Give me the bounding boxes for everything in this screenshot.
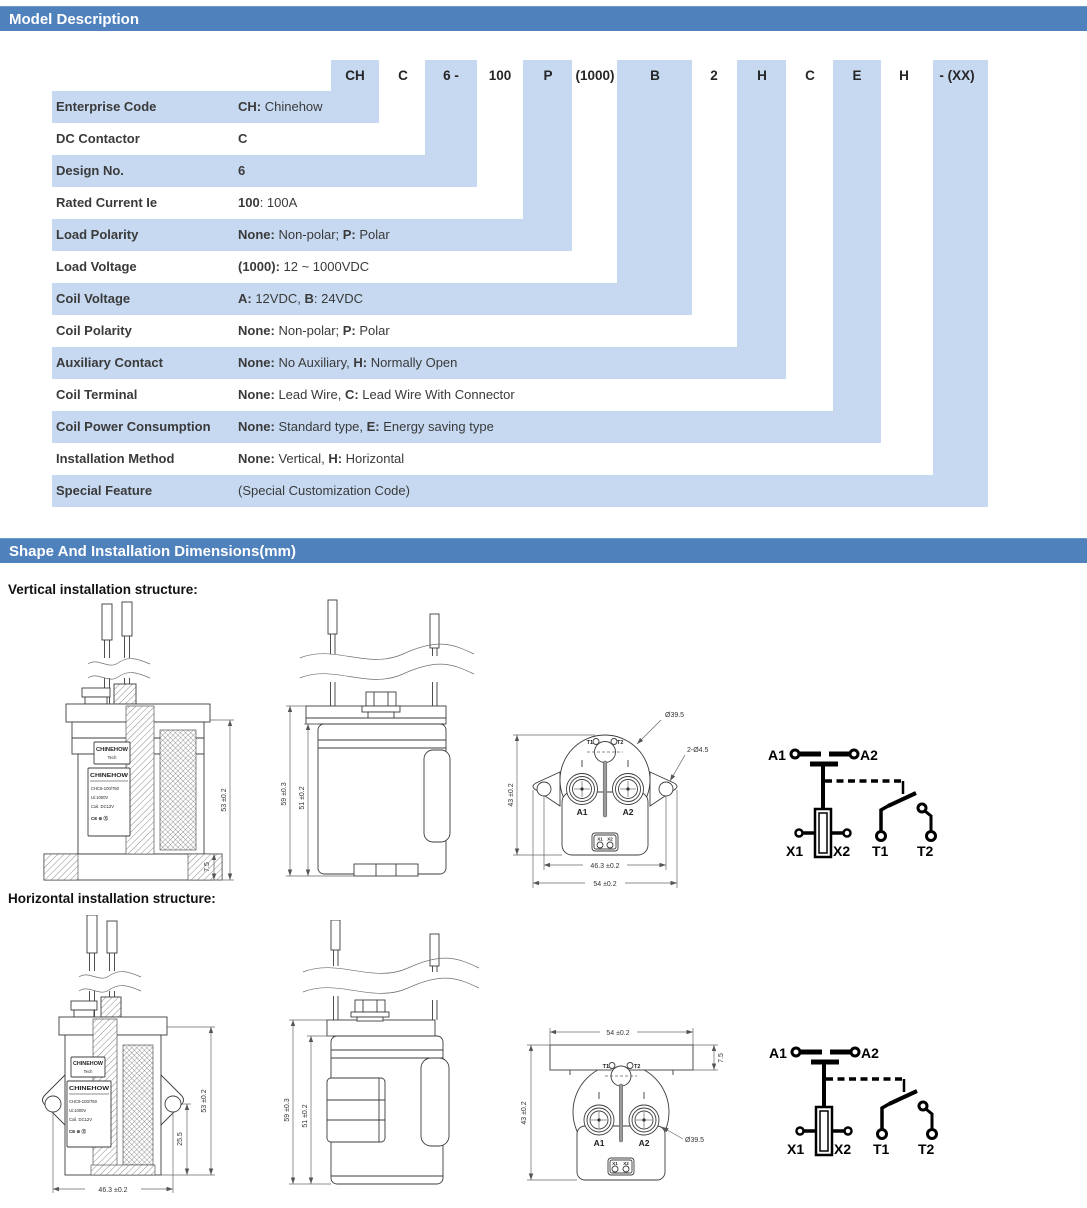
- code-band-e: [833, 60, 881, 443]
- row-label: Load Voltage: [56, 259, 137, 274]
- dimension-7-5: [693, 1045, 725, 1070]
- svg-text:T1: T1: [602, 1064, 609, 1070]
- model-code-11: H: [899, 68, 909, 83]
- horizontal-cross-section-drawing: [35, 915, 265, 1205]
- svg-text:53 ±0.2: 53 ±0.2: [221, 788, 228, 812]
- row-label: Load Polarity: [56, 227, 139, 242]
- svg-text:51 ±0.2: 51 ±0.2: [299, 786, 306, 810]
- row-label: Rated Current Ie: [56, 195, 158, 210]
- dimension-25-5: [177, 1104, 191, 1175]
- svg-text:X2: X2: [607, 836, 613, 842]
- svg-text:Tech: Tech: [107, 755, 117, 760]
- dimension-59: [284, 1020, 331, 1184]
- svg-text:A1: A1: [576, 807, 588, 817]
- svg-text:Ui:1000V: Ui:1000V: [69, 1108, 87, 1113]
- svg-text:7.5: 7.5: [718, 1053, 725, 1063]
- row-value: (1000): 12 ~ 1000VDC: [238, 259, 370, 274]
- contactor-body: [327, 1000, 449, 1184]
- vertical-cross-section-drawing: [38, 600, 253, 890]
- svg-text:X1: X1: [597, 836, 603, 842]
- dimension-54: [550, 1028, 693, 1045]
- svg-text:Coil. DC12V: Coil. DC12V: [91, 804, 115, 809]
- table-row-shade: [52, 283, 692, 315]
- row-value: C: [238, 131, 248, 146]
- row-value: A: 12VDC, B: 24VDC: [238, 291, 363, 306]
- row-value: None: Vertical, H: Horizontal: [238, 451, 405, 466]
- svg-text:X1: X1: [786, 843, 804, 859]
- product-label: [67, 1057, 111, 1147]
- vertical-side-view-drawing: [278, 598, 478, 890]
- row-value: None: Standard type, E: Energy saving type: [238, 419, 494, 434]
- row-label: Enterprise Code: [56, 99, 157, 114]
- mounting-holes-callout: [670, 747, 709, 781]
- svg-text:46.3 ±0.2: 46.3 ±0.2: [98, 1187, 128, 1194]
- svg-text:X2: X2: [834, 1141, 852, 1157]
- coil-connector: [592, 833, 618, 851]
- svg-text:2-Ø4.5: 2-Ø4.5: [687, 747, 709, 754]
- horizontal-circuit-schematic: [763, 1015, 973, 1160]
- coil-connector: [608, 1158, 634, 1175]
- svg-text:CHINEHOW: CHINEHOW: [73, 1061, 104, 1067]
- horizontal-top-view-drawing: [515, 1008, 730, 1198]
- svg-text:Ø39.5: Ø39.5: [685, 1137, 705, 1144]
- svg-text:A2: A2: [638, 1138, 650, 1148]
- model-code-10: E: [852, 68, 862, 83]
- model-code-3: 100: [488, 68, 512, 83]
- section-header-model-description: Model Description: [0, 6, 1087, 31]
- row-value: (Special Customization Code): [238, 483, 410, 498]
- svg-text:T2: T2: [634, 1064, 641, 1070]
- svg-text:T2: T2: [617, 740, 624, 746]
- svg-text:T1: T1: [872, 843, 889, 859]
- model-code-4: P: [543, 68, 553, 83]
- svg-text:Coil. DC12V: Coil. DC12V: [69, 1117, 93, 1122]
- svg-text:53 ±0.2: 53 ±0.2: [201, 1089, 208, 1113]
- row-value: 100: 100A: [238, 195, 298, 210]
- svg-text:46.3 ±0.2: 46.3 ±0.2: [590, 863, 620, 870]
- contactor-body-section: [44, 684, 222, 880]
- svg-text:59 ±0.3: 59 ±0.3: [281, 782, 288, 806]
- svg-text:X2: X2: [623, 1161, 629, 1166]
- row-label: Auxiliary Contact: [56, 355, 163, 370]
- svg-text:A1: A1: [769, 1045, 787, 1061]
- contactor-body: [306, 692, 450, 876]
- row-label: Design No.: [56, 163, 124, 178]
- svg-text:CHINEHOW: CHINEHOW: [69, 1086, 111, 1092]
- model-code-12: - (XX): [939, 68, 975, 83]
- svg-text:7.5: 7.5: [204, 862, 211, 872]
- model-code-0: CH: [345, 68, 365, 83]
- vertical-top-view-drawing: [503, 693, 723, 898]
- table-row-shade: [52, 475, 988, 507]
- svg-text:A1: A1: [768, 747, 786, 763]
- svg-text:54 ±0.2: 54 ±0.2: [593, 881, 617, 888]
- model-code-9: C: [805, 68, 815, 83]
- svg-text:CE ⊚ Ⓧ: CE ⊚ Ⓧ: [69, 1129, 87, 1134]
- horizontal-structure-label: Horizontal installation structure:: [8, 891, 216, 906]
- svg-text:25.5: 25.5: [177, 1132, 184, 1146]
- svg-text:CE ⊚ Ⓧ: CE ⊚ Ⓧ: [91, 816, 109, 821]
- svg-text:Ø39.5: Ø39.5: [665, 712, 685, 719]
- svg-text:A2: A2: [622, 807, 634, 817]
- row-label: DC Contactor: [56, 131, 140, 146]
- svg-text:T1: T1: [586, 740, 593, 746]
- vertical-circuit-schematic: [762, 717, 972, 862]
- contactor-body-section: [43, 997, 184, 1175]
- row-value: None: Non-polar; P: Polar: [238, 323, 390, 338]
- product-label: [88, 742, 130, 836]
- row-label: Coil Voltage: [56, 291, 131, 306]
- lead-wires: [303, 920, 479, 1020]
- row-label: Coil Polarity: [56, 323, 132, 338]
- model-code-7: 2: [710, 68, 718, 83]
- svg-text:A2: A2: [861, 1045, 879, 1061]
- svg-text:Ui:1000V: Ui:1000V: [91, 795, 109, 800]
- svg-text:T1: T1: [873, 1141, 890, 1157]
- code-band-h: [737, 60, 786, 379]
- dimension-51: [299, 724, 318, 876]
- row-value: None: Lead Wire, C: Lead Wire With Connector: [238, 387, 515, 402]
- lead-wires: [300, 600, 474, 706]
- model-code-1: C: [398, 68, 408, 83]
- row-label: Special Feature: [56, 483, 153, 498]
- row-label: Coil Power Consumption: [56, 419, 211, 434]
- svg-text:X1: X1: [612, 1161, 618, 1166]
- svg-text:CHC6-100/750: CHC6-100/750: [91, 786, 119, 791]
- model-code-5: (1000): [575, 68, 615, 83]
- svg-text:A1: A1: [593, 1138, 605, 1148]
- code-band-b: [617, 60, 692, 315]
- row-label: Coil Terminal: [56, 387, 138, 402]
- svg-text:T2: T2: [917, 843, 934, 859]
- row-value: None: No Auxiliary, H: Normally Open: [238, 355, 458, 370]
- model-code-8: H: [757, 68, 767, 83]
- diameter-callout: [637, 712, 684, 744]
- svg-text:CHC6-100/750: CHC6-100/750: [69, 1099, 97, 1104]
- row-value: None: Non-polar; P: Polar: [238, 227, 390, 242]
- svg-text:CHINEHOW: CHINEHOW: [90, 773, 129, 779]
- diameter-callout: [662, 1127, 704, 1144]
- main-contacts: [792, 1048, 859, 1107]
- svg-text:51 ±0.2: 51 ±0.2: [302, 1104, 309, 1128]
- svg-text:Tech: Tech: [83, 1069, 93, 1074]
- svg-text:T2: T2: [918, 1141, 935, 1157]
- main-contacts: [791, 750, 858, 809]
- section-header-dimensions: Shape And Installation Dimensions(mm): [0, 538, 1087, 563]
- svg-text:54 ±0.2: 54 ±0.2: [606, 1030, 630, 1037]
- row-value: 6: [238, 163, 246, 178]
- svg-text:43 ±0.2: 43 ±0.2: [521, 1101, 528, 1125]
- model-code-6: B: [650, 68, 660, 83]
- svg-text:A2: A2: [860, 747, 878, 763]
- svg-text:X2: X2: [833, 843, 851, 859]
- vertical-structure-label: Vertical installation structure:: [8, 582, 198, 597]
- code-band-xx: [933, 60, 988, 507]
- row-label: Installation Method: [56, 451, 175, 466]
- model-code-2: 6 -: [443, 68, 459, 83]
- svg-text:59 ±0.3: 59 ±0.3: [284, 1098, 291, 1122]
- svg-text:CHINEHOW: CHINEHOW: [96, 747, 129, 753]
- row-value: CH: Chinehow: [238, 99, 323, 114]
- horizontal-side-view-drawing: [283, 920, 483, 1208]
- svg-text:43 ±0.2: 43 ±0.2: [508, 783, 515, 807]
- svg-text:X1: X1: [787, 1141, 805, 1157]
- model-table: [0, 0, 1087, 520]
